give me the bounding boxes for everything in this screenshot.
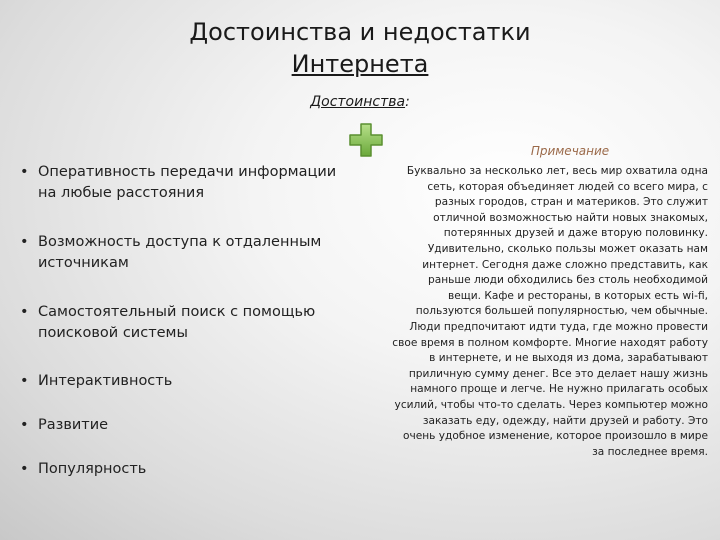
plus-icon bbox=[348, 122, 384, 158]
title-line-2: Интернета bbox=[291, 50, 429, 78]
note-label: Примечание bbox=[530, 144, 610, 158]
title-line-1: Достоинства и недостатки bbox=[189, 18, 531, 46]
bullet-icon: • bbox=[20, 417, 29, 433]
list-item bbox=[20, 302, 350, 344]
bullet-icon: • bbox=[20, 304, 29, 320]
subtitle-colon: : bbox=[405, 94, 410, 110]
advantages-list bbox=[20, 162, 350, 480]
list-item bbox=[20, 232, 350, 274]
bullet-icon: • bbox=[20, 234, 29, 250]
bullet-icon: • bbox=[20, 461, 29, 477]
list-item bbox=[20, 162, 350, 204]
advantage-text: Оперативность передачи информации на любые расстояния bbox=[38, 164, 337, 201]
note-text: Буквально за несколько лет, весь мир охватила одна сеть, которая объединяет людей со всего мира, с разных городов, стран и материков. Это служит отличной возможностью найти новых знакомых, потерянных друзей и даже вторую половинку. Удивительно, сколько пользы может оказать нам интернет. Сегодня даже сложно представить, как раньше люди обходились без столь необходимой вещи. Кафе и рестораны, в которых есть wi-fi, пользуются большей популярностью, чем обычные. Люди предпочитают идти туда, где можно провести свое время в полном комфорте. Многие находят работу в интернете, и не выходя из дома, зарабатывают приличную сумму денег. Все это делает нашу жизнь намного проще и легче. Не нужно прилагать особых усилий, чтобы что-то сделать. Через компьютер можно заказать еду, одежду, найти друзей и работу. Это очень удобное изменение, которое произошло в мире за последнее время. bbox=[392, 165, 708, 458]
slide-title bbox=[0, 16, 720, 80]
advantage-text: Возможность доступа к отдаленным источникам bbox=[38, 234, 322, 271]
list-item bbox=[20, 371, 350, 392]
bullet-icon: • bbox=[20, 164, 29, 180]
subtitle-text: Достоинства bbox=[310, 94, 406, 110]
advantage-text: Развитие bbox=[38, 417, 109, 433]
section-subtitle bbox=[0, 94, 720, 110]
advantage-text: Популярность bbox=[38, 461, 147, 477]
list-item bbox=[20, 459, 350, 480]
list-item bbox=[20, 415, 350, 436]
advantage-text: Самостоятельный поиск с помощью поисковой системы bbox=[38, 304, 316, 341]
bullet-icon: • bbox=[20, 373, 29, 389]
advantage-text: Интерактивность bbox=[38, 373, 173, 389]
